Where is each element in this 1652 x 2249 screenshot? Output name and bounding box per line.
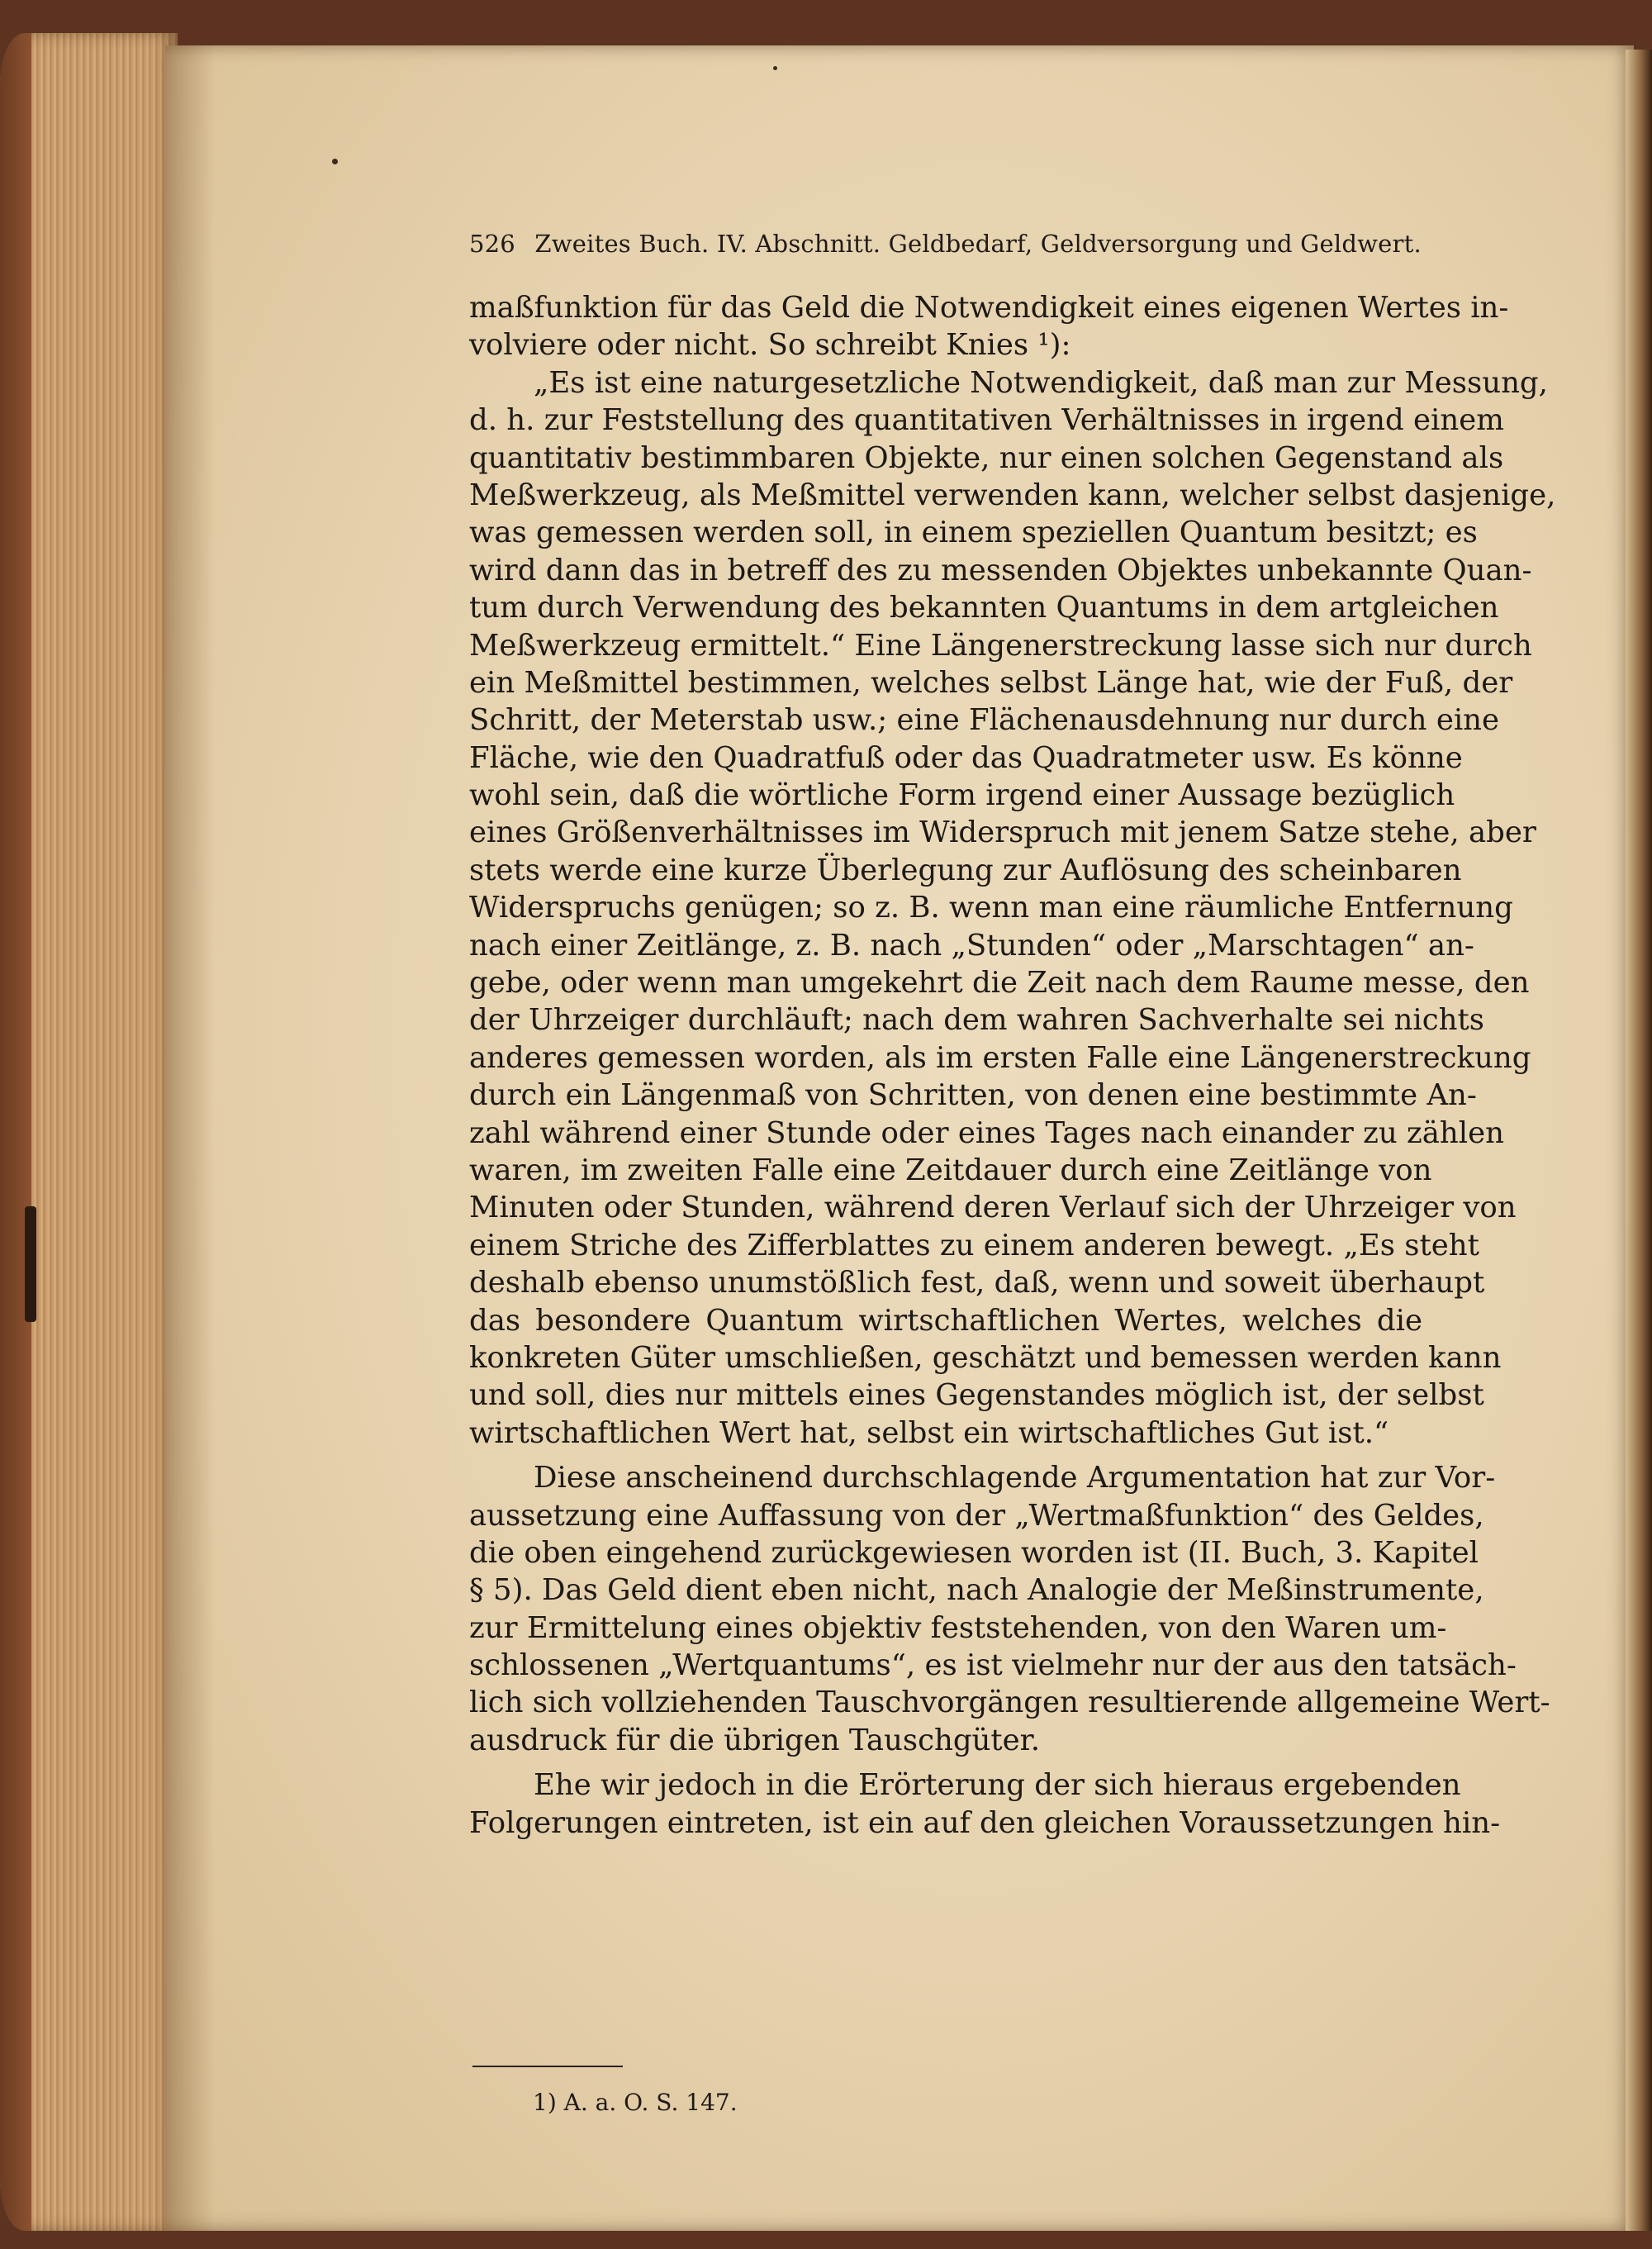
text-line: ausdruck für die übrigen Tauschgüter. bbox=[469, 1723, 1041, 1757]
text-line: waren, im zweiten Falle eine Zeitdauer durch eine Zeitlänge von bbox=[469, 1153, 1432, 1187]
text-line: Meßwerkzeug, als Meßmittel verwenden kann, welcher selbst dasjenige, bbox=[469, 478, 1556, 512]
text-line: wird dann das in betreff des zu messenden Objektes unbekannte Quan- bbox=[469, 553, 1532, 587]
body-text bbox=[469, 289, 1556, 1842]
text-line: Folgerungen eintreten, ist ein auf den gleichen Voraussetzungen hin- bbox=[469, 1805, 1501, 1840]
text-line: schlossenen „Wertquantums“, es ist vielmehr nur der aus den tatsäch- bbox=[469, 1648, 1517, 1683]
page-number: 526 bbox=[469, 230, 515, 258]
text-line: d. h. zur Feststellung des quantitativen Verhältnisses in irgend einem bbox=[469, 403, 1504, 438]
text-line: lich sich vollziehenden Tauschvorgängen resultierende allgemeine Wert- bbox=[469, 1686, 1550, 1720]
text-line: Widerspruchs genügen; so z. B. wenn man eine räumliche Entfernung bbox=[469, 891, 1513, 925]
text-line: gebe, oder wenn man umgekehrt die Zeit nach dem Raume messe, den bbox=[469, 966, 1530, 1001]
text-line: Diese anscheinend durchschlagende Argumentation hat zur Vor- bbox=[534, 1461, 1496, 1495]
footnote-rule bbox=[472, 2066, 623, 2067]
text-line: was gemessen werden soll, in einem speziellen Quantum besitzt; es bbox=[469, 516, 1478, 550]
text-line: volviere oder nicht. So schreibt Knies ¹): bbox=[469, 328, 1071, 363]
paper-speck bbox=[773, 66, 777, 70]
text-line: deshalb ebenso unumstößlich fest, daß, wenn und soweit überhaupt bbox=[469, 1266, 1485, 1300]
text-line: „Es ist eine naturgesetzliche Notwendigkeit, daß man zur Messung, bbox=[534, 365, 1548, 400]
text-line: aussetzung eine Auffassung von der „Wertmaßfunktion“ des Geldes, bbox=[469, 1498, 1484, 1533]
text-line: wirtschaftlichen Wert hat, selbst ein wirtschaftliches Gut ist.“ bbox=[469, 1415, 1389, 1450]
page-gutter-shadow bbox=[165, 45, 215, 2231]
running-header bbox=[469, 230, 1422, 263]
text-line: Fläche, wie den Quadratfuß oder das Quadratmeter usw. Es könne bbox=[469, 740, 1463, 775]
binding-notch bbox=[25, 1206, 36, 1322]
text-line: maßfunktion für das Geld die Notwendigkeit eines eigenen Wertes in- bbox=[469, 291, 1509, 325]
paper-speck bbox=[332, 159, 338, 164]
text-line: wohl sein, daß die wörtliche Form irgend einer Aussage bezüglich bbox=[469, 778, 1455, 813]
text-line: ein Meßmittel bestimmen, welches selbst Länge hat, wie der Fuß, der bbox=[469, 665, 1513, 700]
text-line: der Uhrzeiger durchläuft; nach dem wahren Sachverhalte sei nichts bbox=[469, 1003, 1484, 1038]
text-line: und soll, dies nur mittels eines Gegenstandes möglich ist, der selbst bbox=[469, 1378, 1484, 1413]
facing-page-edge bbox=[1626, 50, 1652, 2231]
text-line: § 5). Das Geld dient eben nicht, nach Analogie der Meßinstrumente, bbox=[469, 1573, 1484, 1608]
text-line: nach einer Zeitlänge, z. B. nach „Stunden“ oder „Marschtagen“ an- bbox=[469, 928, 1474, 963]
text-line: zur Ermittelung eines objektiv feststehenden, von den Waren um- bbox=[469, 1610, 1447, 1645]
text-line: das besondere Quantum wirtschaftlichen Wertes, welches die bbox=[469, 1303, 1422, 1338]
text-line: durch ein Längenmaß von Schritten, von denen eine bestimmte An- bbox=[469, 1078, 1477, 1113]
text-line: konkreten Güter umschließen, geschätzt und bemessen werden kann bbox=[469, 1340, 1502, 1375]
text-line: Minuten oder Stunden, während deren Verlauf sich der Uhrzeiger von bbox=[469, 1191, 1517, 1225]
text-line: stets werde eine kurze Überlegung zur Auflösung des scheinbaren bbox=[469, 853, 1462, 887]
text-line: Schritt, der Meterstab usw.; eine Flächenausdehnung nur durch eine bbox=[469, 703, 1500, 738]
footnote: 1) A. a. O. S. 147. bbox=[533, 2089, 738, 2116]
text-line: tum durch Verwendung des bekannten Quantums in dem artgleichen bbox=[469, 591, 1499, 625]
text-line: die oben eingehend zurückgewiesen worden ist (II. Buch, 3. Kapitel bbox=[469, 1535, 1479, 1570]
book-spine-band bbox=[0, 33, 31, 2231]
text-line: Ehe wir jedoch in die Erörterung der sich hieraus ergebenden bbox=[534, 1768, 1461, 1803]
text-line: quantitativ bestimmbaren Objekte, nur einen solchen Gegenstand als bbox=[469, 440, 1504, 475]
text-line: eines Größenverhältnisses im Widerspruch mit jenem Satze stehe, aber bbox=[469, 815, 1536, 850]
text-line: Meßwerkzeug ermittelt.“ Eine Längenerstreckung lasse sich nur durch bbox=[469, 628, 1532, 663]
text-line: zahl während einer Stunde oder eines Tages nach einander zu zählen bbox=[469, 1115, 1504, 1150]
running-title: Zweites Buch. IV. Abschnitt. Geldbedarf, Geldversorgung und Geldwert. bbox=[534, 230, 1422, 258]
text-line: einem Striche des Zifferblattes zu einem anderen bewegt. „Es steht bbox=[469, 1228, 1479, 1262]
text-line: anderes gemessen worden, als im ersten Falle eine Längenerstreckung bbox=[469, 1040, 1531, 1075]
book-page-edges bbox=[0, 33, 178, 2231]
